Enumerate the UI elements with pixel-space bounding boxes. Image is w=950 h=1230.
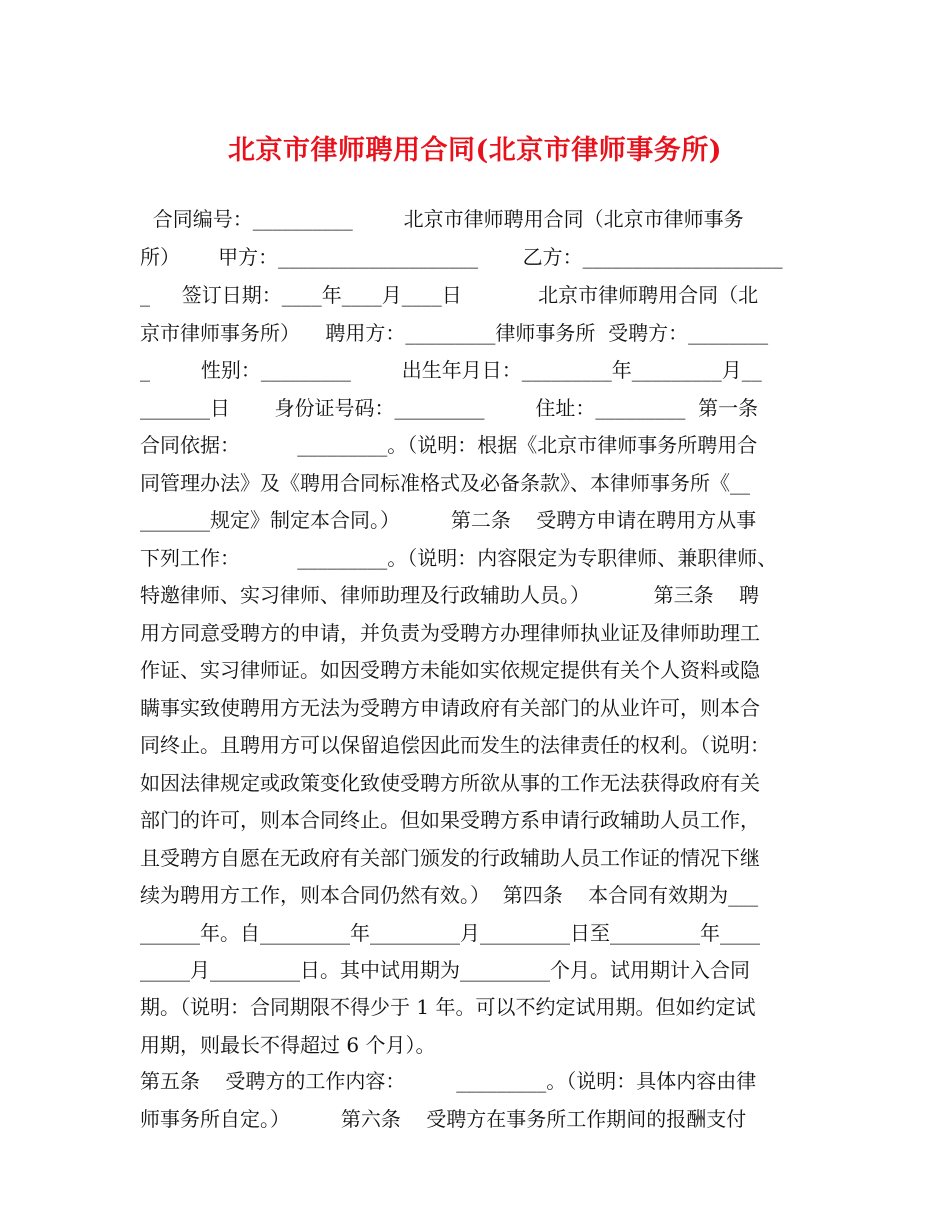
body-line: 合同编号：__________ 北京市律师聘用合同（北京市律师事务 bbox=[140, 207, 744, 231]
body-line: 作证、实习律师证。如因受聘方未能如实依规定提供有关个人资料或隐 bbox=[140, 658, 760, 682]
body-line: 师事务所自定。） 第六条 受聘方在事务所工作期间的报酬支付 bbox=[140, 1107, 747, 1131]
body-line: 所） 甲方：____________________ 乙方：____________________ bbox=[140, 245, 783, 269]
body-line: 下列工作： _________。（说明：内容限定为专职律师、兼职律师、 bbox=[140, 546, 778, 570]
body-line: 同终止。且聘用方可以保留追偿因此而发生的法律责任的权利。（说明： bbox=[140, 733, 770, 757]
body-line: 部门的许可，则本合同终止。但如果受聘方系申请行政辅助人员工作， bbox=[140, 808, 760, 832]
body-line: _____月_________日。其中试用期为_________个月。试用期计入合同 bbox=[140, 958, 750, 982]
body-line: 瞒事实致使聘用方无法为受聘方申请政府有关部门的从业许可，则本合 bbox=[140, 696, 760, 720]
body-line: 第五条 受聘方的工作内容： _________。（说明：具体内容由律 bbox=[140, 1069, 757, 1093]
body-line: 同管理办法》及《聘用合同标准格式及必备条款》、本律师事务所《__ bbox=[140, 471, 750, 495]
body-line: 用期，则最长不得超过 6 个月）。 bbox=[140, 1033, 436, 1057]
body-line: _ 性别：_________ 出生年月日：_________年_________月__ bbox=[140, 358, 762, 382]
body-line: 特邀律师、实习律师、律师助理及行政辅助人员。） 第三条 聘 bbox=[140, 583, 760, 607]
body-line: _ 签订日期：____年____月____日 北京市律师聘用合同（北 bbox=[140, 283, 759, 307]
body-line: 用方同意受聘方的申请，并负责为受聘方办理律师执业证及律师助理工 bbox=[140, 621, 760, 645]
body-line: _______规定》制定本合同。） 第二条 受聘方申请在聘用方从事 bbox=[140, 508, 757, 532]
document-title: 北京市律师聘用合同(北京市律师事务所) bbox=[227, 135, 723, 166]
body-line: 期。（说明：合同期限不得少于 1 年。可以不约定试用期。但如约定试 bbox=[140, 995, 756, 1019]
body-line: 如因法律规定或政策变化致使受聘方所欲从事的工作无法获得政府有关 bbox=[140, 771, 760, 795]
body-line: 续为聘用方工作，则本合同仍然有效。） 第四条 本合同有效期为___ bbox=[140, 883, 759, 907]
body-line: 合同依据： _________。（说明：根据《北京市律师事务所聘用合 bbox=[140, 433, 758, 457]
body-line: ______年。自_________年_________月_________日至_________年____ bbox=[140, 921, 760, 945]
body-line: _______日 身份证号码：_________ 住址：_________ 第一条 bbox=[140, 396, 759, 420]
body-line: 京市律师事务所） 聘用方：_________律师事务所 受聘方：________ bbox=[140, 321, 769, 345]
body-line: 且受聘方自愿在无政府有关部门颁发的行政辅助人员工作证的情况下继 bbox=[140, 846, 760, 870]
